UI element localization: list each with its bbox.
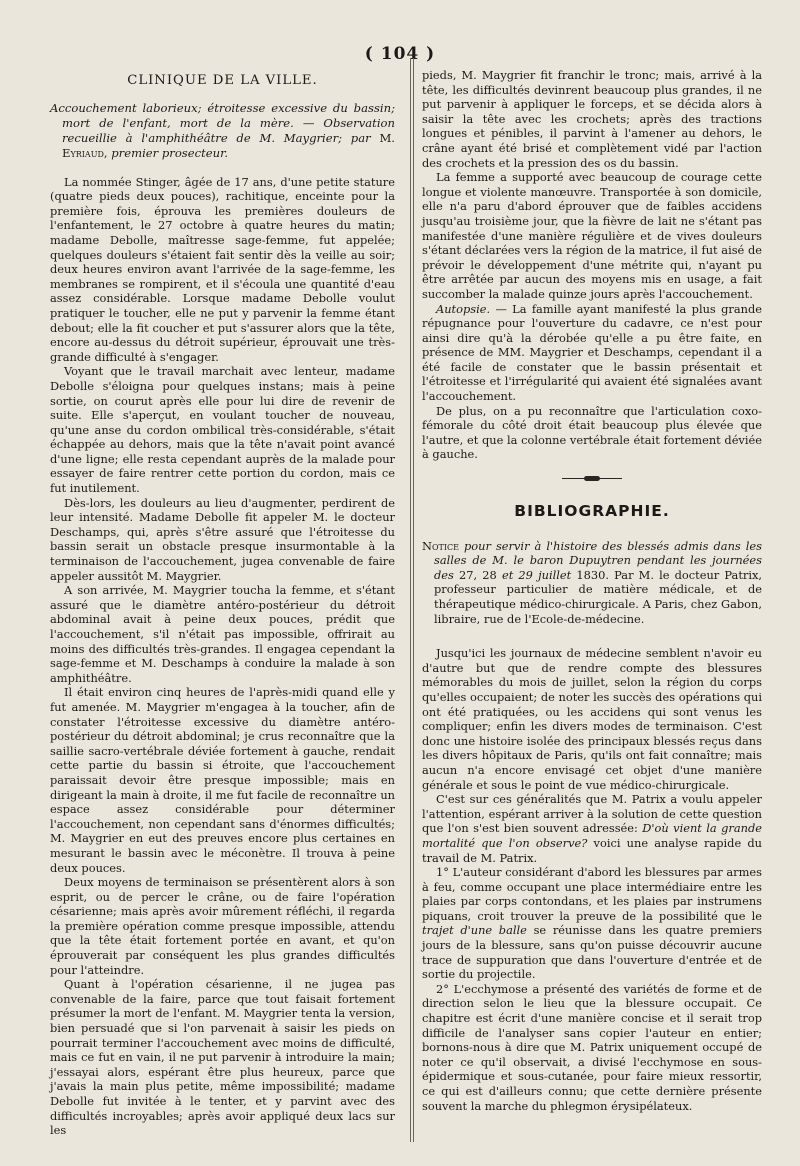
notice-word: Notice <box>422 538 459 553</box>
item-emphasis: trajet d'une balle <box>422 923 527 938</box>
paragraph: Dès-lors, les douleurs au lieu d'augmenter, perdirent de leur intensité. Madame Debolle fit appeler M. le docteur Deschamps, qui, après s'être assuré que l'étroitesse du bassin serait un obstacle presque insurmontable à la terminaison de l'accouchement, jugea convenable de faire appeler aussitôt M. Maygrier. <box>50 495 395 583</box>
paragraph: Jusqu'ici les journaux de médecine semblent n'avoir eu d'autre but que de rendre compte des blessures mémorables du mois de juillet, selon la région du corps qu'elles occupaient; de noter les succès des opérations qui ont été pratiquées, ou les accidens qui sont venus les compliquer; enfin les divers modes de terminaison. C'est donc une histoire isolée des principaux blessés reçus dans les divers hôpitaux de Paris, qu'ils ont fait connaître; mais aucun n'a encore envisagé cet objet d'une manière générale et sous le point de vue médico-chirurgicale. <box>422 646 762 792</box>
section-title: CLINIQUE DE LA VILLE. <box>127 73 318 88</box>
item-text: 1° L'auteur considérant d'abord les blessures par armes à feu, comme occupant une place intermédiaire entre les plaies par corps contondans, et les plaies par instrumens piquans, croit trouver la preuve de la possibilité que le <box>422 865 762 923</box>
article-author: M. Eyriaud, <box>62 130 395 160</box>
ornament-divider <box>562 476 622 482</box>
paragraph-text: C'est sur ces généralités que M. Patrix a voulu appeler l'attention, espérant arriver à la solution de cette question que l'on s'est bien souvent adressée: <box>422 792 762 836</box>
article-subject: Accouchement laborieux; étroitesse excessive du bassin; mort de l'enfant, mort de la mère. — Observation recueillie à l'amphithéâtre de M. Maygrier; par <box>50 100 395 145</box>
right-column <box>422 68 762 1146</box>
paragraph: A son arrivée, M. Maygrier toucha la femme, et s'étant assuré que le diamètre antéro-postérieur du détroit abdominal avait à peine deux pouces, prédit que l'accouchement, s'il n'était pas impossible, offrirait au moins des difficultés très-grandes. Il engagea cependant la sage-femme et M. Deschamps à conduire la malade à son amphithéâtre. <box>50 583 395 685</box>
bibliography-title: BIBLIOGRAPHIE. <box>514 502 670 521</box>
notice-title: pour servir à l'histoire des blessés admis dans les salles de M. le baron Dupuytren pendant les journées des <box>434 538 762 582</box>
bibliography-notice <box>422 539 762 627</box>
autopsie-text: — La famille ayant manifesté la plus grande répugnance pour l'ouverture du cadavre, ce n'est pour ainsi dire qu'à la dérobée qu'elle a pu être faite, en présence de MM. Maygrier et Deschamps, cependant il a été facile de constater que le bassin présentait et l'étroitesse et l'irrégularité qui avaient été signalées avant l'accouchement. <box>422 301 762 404</box>
numbered-item: 2° L'ecchymose a présenté des variétés de forme et de direction selon le lieu que la blessure occupait. Ce chapitre est écrit d'une manière concise et il serait trop difficile de l'analyser sans copier l'auteur en entier; bornons-nous à dire que M. Patrix uniquement occupé de noter ce qu'il observait, a divisé l'ecchymose en sous-épidermique et sous-cutanée, pour faire mieux ressortir, ce qui est d'ailleurs connu; que cette dernière présente souvent la marche du phlegmon érysipélateux. <box>422 981 762 1113</box>
paragraph: La femme a supporté avec beaucoup de courage cette longue et violente manœuvre. Transportée à son domicile, elle n'a paru d'abord éprouver que de faibles accidens jusqu'au troisième jour, que la fièvre de lait ne s'étant pas manifestée d'une manière régulière et de vives douleurs s'étant déclarées vers la région de la matrice, il fut aisé de prévoir le développement d'une métrite qui, n'ayant pu être arrêtée par aucun des moyens mis en usage, a fait succomber la malade quinze jours après l'accouchement. <box>422 170 762 301</box>
notice-et: et 29 <box>501 567 533 582</box>
left-column <box>50 68 395 1146</box>
paragraph-text: voici une analyse rapide du travail de M. Patrix. <box>422 835 762 865</box>
article-header <box>50 101 395 161</box>
autopsie-paragraph <box>422 302 762 404</box>
author-role: premier prosecteur. <box>111 145 229 160</box>
paragraph: La nommée Stinger, âgée de 17 ans, d'une petite stature (quatre pieds deux pouces), rachitique, enceinte pour la première fois, éprouva les premières douleurs de l'enfantement, le 27 octobre à quatre heures du matin; madame Debolle, maîtresse sage-femme, fut appelée; quelques douleurs s'étaient fait sentir dès la veille au soir; deux heures environ avant l'arrivée de la sage-femme, les membranes se rompirent, et il s'écoula une quantité d'eau assez considérable. Lorsque madame Debolle voulut pratiquer le toucher, elle ne put y parvenir la femme étant debout; elle la fit coucher et put s'assurer alors que la tête, encore au-dessus du détroit supérieur, éprouvait une très-grande difficulté à s'engager. <box>50 174 395 364</box>
paragraph: Voyant que le travail marchait avec lenteur, madame Debolle s'éloigna pour quelques instans; mais à peine sortie, on courut après elle pour lui dire de revenir de suite. Elle s'aperçut, en voulant toucher de nouveau, qu'une anse du cordon ombilical très-considérable, s'était échappée au dehors, mais que la tête n'avait point avancé d'une ligne; elle resta cependant auprès de la malade pour essayer de faire rentrer cette portion du cordon, mais ce fut inutilement. <box>50 364 395 496</box>
paragraph: Deux moyens de terminaison se présentèrent alors à son esprit, ou de percer le crâne, ou de faire l'opération césarienne; mais après avoir mûrement réfléchi, il regarda la première opération comme presque impossible, attendu que la tête était fortement portée en avant, et qu'on éprouverait par conséquent les plus grandes difficultés pour l'atteindre. <box>50 875 395 977</box>
paragraph <box>422 792 762 865</box>
column-divider <box>410 58 411 1142</box>
paragraph: Il était environ cinq heures de l'après-midi quand elle y fut amenée. M. Maygrier m'engagea à la toucher, afin de constater l'étroitesse excessive du diamètre antéro-postérieur du détroit abdominal; je crus reconnaître que la saillie sacro-vertébrale déviée fortement à gauche, rendait cette partie du bassin si étroite, que l'accouchement paraissait devoir être presque impossible; mais en dirigeant la main à droite, il me fut facile de reconnaître un espace assez considérable pour déterminer l'accouchement, non cependant sans d'énormes difficultés; M. Maygrier en eut des preuves encore plus certaines en mesurant le bassin avec le méconètre. Il trouva à peine deux pouces. <box>50 685 395 875</box>
notice-details: 1830. Par M. le docteur Patrix, professeur particulier de matière médicale, et de thérapeutique médico-chirurgicale. A Paris, chez Gabon, libraire, rue de l'Ecole-de-médecine. <box>434 567 763 626</box>
item-text: se réunisse dans les quatre premiers jours de la blessure, sans qu'on puisse découvrir aucune trace de suppuration que dans l'ouverture d'entrée et de sortie du projectile. <box>422 923 762 982</box>
notice-dates: 27, 28 <box>459 567 497 582</box>
paragraph: De plus, on a pu reconnaître que l'articulation coxo-fémorale du côté droit était beaucoup plus élevée que l'autre, et que la colonne vertébrale était fortement déviée à gauche. <box>422 403 762 462</box>
autopsie-label: Autopsie. <box>436 301 491 316</box>
paragraph: pieds, M. Maygrier fit franchir le tronc; mais, arrivé à la tête, les difficultés devinrent beaucoup plus grandes, il ne put parvenir à appliquer le forceps, et se décida alors à saisir la tête avec les crochets; après des tractions longues et pénibles, il parvint à l'amener au dehors, le crâne ayant été brisé et complètement vidé par l'action des crochets et la pression des os du bassin. <box>422 68 762 170</box>
page-number: ( 104 ) <box>364 44 436 64</box>
question-quote: D'où vient la grande mortalité que l'on observe? <box>422 821 762 850</box>
notice-month: juillet <box>538 567 572 582</box>
column-divider <box>413 58 414 1142</box>
numbered-item <box>422 865 762 982</box>
paragraph: Quant à l'opération césarienne, il ne jugea pas convenable de la faire, parce que tout faisait fortement présumer la mort de l'enfant. M. Maygrier tenta la version, bien persuadé que si l'on parvenait à saisir les pieds on pourrait terminer l'accouchement avec moins de difficulté, mais ce fut en vain, il ne put parvenir à introduire la main; j'essayai alors, espérant être plus heureux, parce que j'avais la main plus petite, même impossibilité; madame Debolle fut invitée à le tenter, et y parvint avec des difficultés incroyables; après avoir appliqué deux lacs sur les <box>50 977 395 1138</box>
